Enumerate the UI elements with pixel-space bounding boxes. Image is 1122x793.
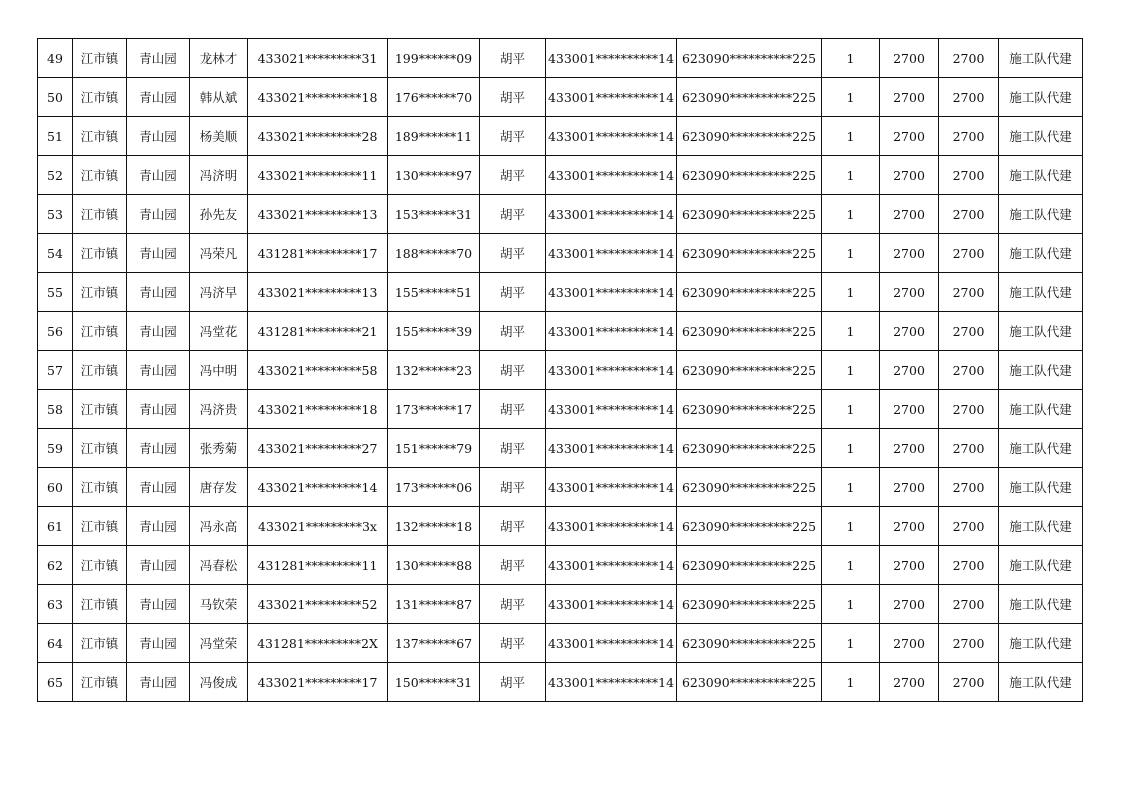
village-cell: 青山园 bbox=[127, 546, 190, 585]
total-cell: 2700 bbox=[939, 78, 999, 117]
name-cell: 冯济贵 bbox=[190, 390, 248, 429]
total-cell: 2700 bbox=[939, 507, 999, 546]
table-row bbox=[38, 234, 1083, 273]
contact-name-cell: 胡平 bbox=[480, 390, 546, 429]
bank-account-cell: 623090**********225 bbox=[677, 429, 822, 468]
count-cell: 1 bbox=[822, 351, 880, 390]
total-cell: 2700 bbox=[939, 39, 999, 78]
contact-name-cell: 胡平 bbox=[480, 234, 546, 273]
contact-id-cell: 433001**********14 bbox=[546, 195, 677, 234]
bank-account-cell: 623090**********225 bbox=[677, 390, 822, 429]
bank-account-cell: 623090**********225 bbox=[677, 195, 822, 234]
town-cell: 江市镇 bbox=[73, 429, 127, 468]
village-cell: 青山园 bbox=[127, 663, 190, 702]
seq-no-cell: 50 bbox=[38, 78, 73, 117]
name-cell: 冯春松 bbox=[190, 546, 248, 585]
id-number-cell: 431281*********2X bbox=[248, 624, 388, 663]
total-cell: 2700 bbox=[939, 546, 999, 585]
village-cell: 青山园 bbox=[127, 234, 190, 273]
town-cell: 江市镇 bbox=[73, 585, 127, 624]
name-cell: 冯济明 bbox=[190, 156, 248, 195]
contact-id-cell: 433001**********14 bbox=[546, 468, 677, 507]
town-cell: 江市镇 bbox=[73, 624, 127, 663]
count-cell: 1 bbox=[822, 624, 880, 663]
contact-name-cell: 胡平 bbox=[480, 39, 546, 78]
method-cell: 施工队代建 bbox=[999, 117, 1083, 156]
contact-name-cell: 胡平 bbox=[480, 195, 546, 234]
town-cell: 江市镇 bbox=[73, 507, 127, 546]
contact-name-cell: 胡平 bbox=[480, 78, 546, 117]
table-row bbox=[38, 546, 1083, 585]
contact-id-cell: 433001**********14 bbox=[546, 234, 677, 273]
town-cell: 江市镇 bbox=[73, 273, 127, 312]
bank-account-cell: 623090**********225 bbox=[677, 117, 822, 156]
town-cell: 江市镇 bbox=[73, 39, 127, 78]
contact-name-cell: 胡平 bbox=[480, 624, 546, 663]
town-cell: 江市镇 bbox=[73, 234, 127, 273]
contact-name-cell: 胡平 bbox=[480, 546, 546, 585]
phone-cell: 151******79 bbox=[388, 429, 480, 468]
town-cell: 江市镇 bbox=[73, 312, 127, 351]
phone-cell: 176******70 bbox=[388, 78, 480, 117]
bank-account-cell: 623090**********225 bbox=[677, 546, 822, 585]
method-cell: 施工队代建 bbox=[999, 390, 1083, 429]
contact-id-cell: 433001**********14 bbox=[546, 78, 677, 117]
method-cell: 施工队代建 bbox=[999, 468, 1083, 507]
seq-no-cell: 55 bbox=[38, 273, 73, 312]
seq-no-cell: 62 bbox=[38, 546, 73, 585]
id-number-cell: 433021*********18 bbox=[248, 390, 388, 429]
phone-cell: 155******39 bbox=[388, 312, 480, 351]
total-cell: 2700 bbox=[939, 663, 999, 702]
amount-cell: 2700 bbox=[880, 624, 939, 663]
bank-account-cell: 623090**********225 bbox=[677, 39, 822, 78]
name-cell: 冯堂花 bbox=[190, 312, 248, 351]
count-cell: 1 bbox=[822, 468, 880, 507]
id-number-cell: 433021*********58 bbox=[248, 351, 388, 390]
contact-id-cell: 433001**********14 bbox=[546, 156, 677, 195]
amount-cell: 2700 bbox=[880, 546, 939, 585]
id-number-cell: 431281*********17 bbox=[248, 234, 388, 273]
amount-cell: 2700 bbox=[880, 351, 939, 390]
count-cell: 1 bbox=[822, 117, 880, 156]
seq-no-cell: 51 bbox=[38, 117, 73, 156]
town-cell: 江市镇 bbox=[73, 156, 127, 195]
bank-account-cell: 623090**********225 bbox=[677, 234, 822, 273]
method-cell: 施工队代建 bbox=[999, 351, 1083, 390]
table-row bbox=[38, 39, 1083, 78]
contact-name-cell: 胡平 bbox=[480, 156, 546, 195]
method-cell: 施工队代建 bbox=[999, 78, 1083, 117]
count-cell: 1 bbox=[822, 78, 880, 117]
count-cell: 1 bbox=[822, 234, 880, 273]
name-cell: 冯济早 bbox=[190, 273, 248, 312]
contact-id-cell: 433001**********14 bbox=[546, 351, 677, 390]
seq-no-cell: 57 bbox=[38, 351, 73, 390]
method-cell: 施工队代建 bbox=[999, 39, 1083, 78]
phone-cell: 189******11 bbox=[388, 117, 480, 156]
village-cell: 青山园 bbox=[127, 429, 190, 468]
method-cell: 施工队代建 bbox=[999, 273, 1083, 312]
phone-cell: 173******06 bbox=[388, 468, 480, 507]
village-cell: 青山园 bbox=[127, 312, 190, 351]
total-cell: 2700 bbox=[939, 390, 999, 429]
village-cell: 青山园 bbox=[127, 468, 190, 507]
village-cell: 青山园 bbox=[127, 117, 190, 156]
count-cell: 1 bbox=[822, 585, 880, 624]
contact-name-cell: 胡平 bbox=[480, 273, 546, 312]
contact-id-cell: 433001**********14 bbox=[546, 312, 677, 351]
total-cell: 2700 bbox=[939, 234, 999, 273]
table-row bbox=[38, 468, 1083, 507]
total-cell: 2700 bbox=[939, 429, 999, 468]
method-cell: 施工队代建 bbox=[999, 429, 1083, 468]
phone-cell: 188******70 bbox=[388, 234, 480, 273]
name-cell: 马钦荣 bbox=[190, 585, 248, 624]
table-row bbox=[38, 273, 1083, 312]
count-cell: 1 bbox=[822, 195, 880, 234]
total-cell: 2700 bbox=[939, 195, 999, 234]
village-cell: 青山园 bbox=[127, 507, 190, 546]
bank-account-cell: 623090**********225 bbox=[677, 78, 822, 117]
name-cell: 冯俊成 bbox=[190, 663, 248, 702]
village-cell: 青山园 bbox=[127, 156, 190, 195]
seq-no-cell: 60 bbox=[38, 468, 73, 507]
method-cell: 施工队代建 bbox=[999, 507, 1083, 546]
id-number-cell: 433021*********28 bbox=[248, 117, 388, 156]
phone-cell: 130******88 bbox=[388, 546, 480, 585]
contact-id-cell: 433001**********14 bbox=[546, 273, 677, 312]
id-number-cell: 433021*********31 bbox=[248, 39, 388, 78]
bank-account-cell: 623090**********225 bbox=[677, 468, 822, 507]
phone-cell: 130******97 bbox=[388, 156, 480, 195]
name-cell: 冯荣凡 bbox=[190, 234, 248, 273]
amount-cell: 2700 bbox=[880, 585, 939, 624]
seq-no-cell: 49 bbox=[38, 39, 73, 78]
id-number-cell: 431281*********21 bbox=[248, 312, 388, 351]
count-cell: 1 bbox=[822, 663, 880, 702]
count-cell: 1 bbox=[822, 156, 880, 195]
seq-no-cell: 59 bbox=[38, 429, 73, 468]
phone-cell: 199******09 bbox=[388, 39, 480, 78]
town-cell: 江市镇 bbox=[73, 468, 127, 507]
total-cell: 2700 bbox=[939, 312, 999, 351]
bank-account-cell: 623090**********225 bbox=[677, 585, 822, 624]
village-cell: 青山园 bbox=[127, 78, 190, 117]
total-cell: 2700 bbox=[939, 273, 999, 312]
amount-cell: 2700 bbox=[880, 39, 939, 78]
town-cell: 江市镇 bbox=[73, 117, 127, 156]
name-cell: 冯永高 bbox=[190, 507, 248, 546]
bank-account-cell: 623090**********225 bbox=[677, 312, 822, 351]
total-cell: 2700 bbox=[939, 468, 999, 507]
amount-cell: 2700 bbox=[880, 78, 939, 117]
contact-name-cell: 胡平 bbox=[480, 351, 546, 390]
contact-id-cell: 433001**********14 bbox=[546, 663, 677, 702]
amount-cell: 2700 bbox=[880, 117, 939, 156]
count-cell: 1 bbox=[822, 312, 880, 351]
name-cell: 韩从斌 bbox=[190, 78, 248, 117]
table-row bbox=[38, 585, 1083, 624]
amount-cell: 2700 bbox=[880, 390, 939, 429]
seq-no-cell: 63 bbox=[38, 585, 73, 624]
method-cell: 施工队代建 bbox=[999, 156, 1083, 195]
data-table bbox=[37, 38, 1083, 702]
amount-cell: 2700 bbox=[880, 429, 939, 468]
id-number-cell: 433021*********14 bbox=[248, 468, 388, 507]
amount-cell: 2700 bbox=[880, 195, 939, 234]
method-cell: 施工队代建 bbox=[999, 546, 1083, 585]
amount-cell: 2700 bbox=[880, 234, 939, 273]
phone-cell: 155******51 bbox=[388, 273, 480, 312]
town-cell: 江市镇 bbox=[73, 663, 127, 702]
seq-no-cell: 58 bbox=[38, 390, 73, 429]
phone-cell: 150******31 bbox=[388, 663, 480, 702]
contact-id-cell: 433001**********14 bbox=[546, 39, 677, 78]
total-cell: 2700 bbox=[939, 156, 999, 195]
total-cell: 2700 bbox=[939, 624, 999, 663]
contact-name-cell: 胡平 bbox=[480, 663, 546, 702]
method-cell: 施工队代建 bbox=[999, 234, 1083, 273]
id-number-cell: 433021*********27 bbox=[248, 429, 388, 468]
table-row bbox=[38, 663, 1083, 702]
bank-account-cell: 623090**********225 bbox=[677, 351, 822, 390]
id-number-cell: 433021*********11 bbox=[248, 156, 388, 195]
contact-id-cell: 433001**********14 bbox=[546, 624, 677, 663]
id-number-cell: 433021*********3x bbox=[248, 507, 388, 546]
contact-name-cell: 胡平 bbox=[480, 468, 546, 507]
seq-no-cell: 56 bbox=[38, 312, 73, 351]
town-cell: 江市镇 bbox=[73, 390, 127, 429]
town-cell: 江市镇 bbox=[73, 546, 127, 585]
town-cell: 江市镇 bbox=[73, 351, 127, 390]
id-number-cell: 431281*********11 bbox=[248, 546, 388, 585]
seq-no-cell: 53 bbox=[38, 195, 73, 234]
count-cell: 1 bbox=[822, 39, 880, 78]
village-cell: 青山园 bbox=[127, 273, 190, 312]
contact-name-cell: 胡平 bbox=[480, 429, 546, 468]
name-cell: 唐存发 bbox=[190, 468, 248, 507]
town-cell: 江市镇 bbox=[73, 78, 127, 117]
table-row bbox=[38, 429, 1083, 468]
amount-cell: 2700 bbox=[880, 273, 939, 312]
amount-cell: 2700 bbox=[880, 312, 939, 351]
id-number-cell: 433021*********17 bbox=[248, 663, 388, 702]
name-cell: 杨美顺 bbox=[190, 117, 248, 156]
table-row bbox=[38, 507, 1083, 546]
bank-account-cell: 623090**********225 bbox=[677, 156, 822, 195]
name-cell: 孙先友 bbox=[190, 195, 248, 234]
seq-no-cell: 52 bbox=[38, 156, 73, 195]
contact-id-cell: 433001**********14 bbox=[546, 429, 677, 468]
phone-cell: 153******31 bbox=[388, 195, 480, 234]
contact-name-cell: 胡平 bbox=[480, 585, 546, 624]
count-cell: 1 bbox=[822, 546, 880, 585]
phone-cell: 132******23 bbox=[388, 351, 480, 390]
contact-id-cell: 433001**********14 bbox=[546, 507, 677, 546]
contact-id-cell: 433001**********14 bbox=[546, 390, 677, 429]
total-cell: 2700 bbox=[939, 585, 999, 624]
method-cell: 施工队代建 bbox=[999, 585, 1083, 624]
village-cell: 青山园 bbox=[127, 39, 190, 78]
contact-id-cell: 433001**********14 bbox=[546, 546, 677, 585]
contact-id-cell: 433001**********14 bbox=[546, 585, 677, 624]
id-number-cell: 433021*********13 bbox=[248, 273, 388, 312]
table-row bbox=[38, 117, 1083, 156]
seq-no-cell: 54 bbox=[38, 234, 73, 273]
village-cell: 青山园 bbox=[127, 390, 190, 429]
seq-no-cell: 61 bbox=[38, 507, 73, 546]
village-cell: 青山园 bbox=[127, 585, 190, 624]
bank-account-cell: 623090**********225 bbox=[677, 624, 822, 663]
amount-cell: 2700 bbox=[880, 663, 939, 702]
method-cell: 施工队代建 bbox=[999, 624, 1083, 663]
bank-account-cell: 623090**********225 bbox=[677, 663, 822, 702]
name-cell: 张秀菊 bbox=[190, 429, 248, 468]
bank-account-cell: 623090**********225 bbox=[677, 273, 822, 312]
seq-no-cell: 64 bbox=[38, 624, 73, 663]
amount-cell: 2700 bbox=[880, 156, 939, 195]
amount-cell: 2700 bbox=[880, 507, 939, 546]
phone-cell: 132******18 bbox=[388, 507, 480, 546]
method-cell: 施工队代建 bbox=[999, 663, 1083, 702]
table-row bbox=[38, 351, 1083, 390]
total-cell: 2700 bbox=[939, 117, 999, 156]
contact-name-cell: 胡平 bbox=[480, 312, 546, 351]
phone-cell: 137******67 bbox=[388, 624, 480, 663]
village-cell: 青山园 bbox=[127, 195, 190, 234]
table-row bbox=[38, 195, 1083, 234]
id-number-cell: 433021*********18 bbox=[248, 78, 388, 117]
contact-name-cell: 胡平 bbox=[480, 507, 546, 546]
amount-cell: 2700 bbox=[880, 468, 939, 507]
bank-account-cell: 623090**********225 bbox=[677, 507, 822, 546]
name-cell: 龙林才 bbox=[190, 39, 248, 78]
method-cell: 施工队代建 bbox=[999, 312, 1083, 351]
count-cell: 1 bbox=[822, 390, 880, 429]
name-cell: 冯堂荣 bbox=[190, 624, 248, 663]
table-body bbox=[38, 39, 1083, 702]
count-cell: 1 bbox=[822, 273, 880, 312]
seq-no-cell: 65 bbox=[38, 663, 73, 702]
method-cell: 施工队代建 bbox=[999, 195, 1083, 234]
phone-cell: 131******87 bbox=[388, 585, 480, 624]
table-row bbox=[38, 78, 1083, 117]
name-cell: 冯中明 bbox=[190, 351, 248, 390]
count-cell: 1 bbox=[822, 429, 880, 468]
village-cell: 青山园 bbox=[127, 351, 190, 390]
total-cell: 2700 bbox=[939, 351, 999, 390]
table-row bbox=[38, 312, 1083, 351]
contact-name-cell: 胡平 bbox=[480, 117, 546, 156]
table-row bbox=[38, 156, 1083, 195]
table-row bbox=[38, 624, 1083, 663]
town-cell: 江市镇 bbox=[73, 195, 127, 234]
village-cell: 青山园 bbox=[127, 624, 190, 663]
id-number-cell: 433021*********52 bbox=[248, 585, 388, 624]
id-number-cell: 433021*********13 bbox=[248, 195, 388, 234]
contact-id-cell: 433001**********14 bbox=[546, 117, 677, 156]
count-cell: 1 bbox=[822, 507, 880, 546]
phone-cell: 173******17 bbox=[388, 390, 480, 429]
table-row bbox=[38, 390, 1083, 429]
